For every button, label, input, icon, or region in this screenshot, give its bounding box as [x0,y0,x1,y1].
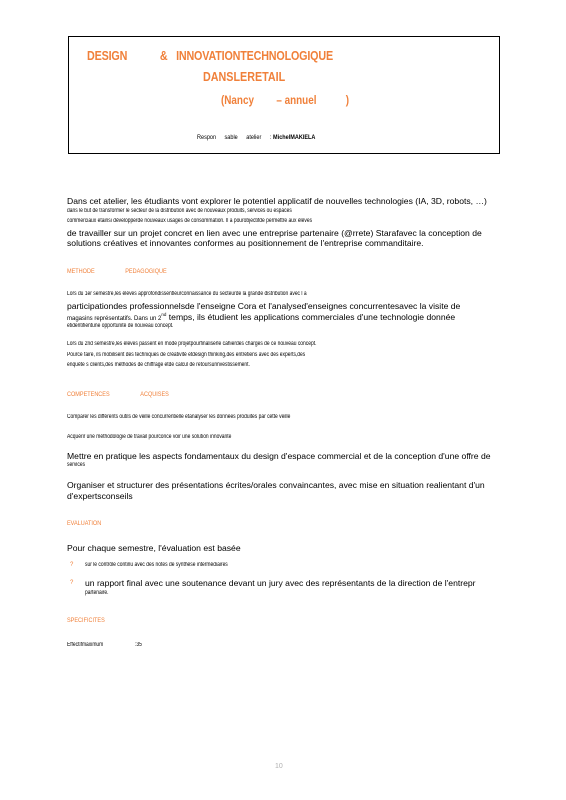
title-design: DESIGN [87,49,128,63]
page-number: 10 [275,763,283,770]
title-frequency: – annuel [276,95,317,107]
competence-4-line-1: Organiser et structurer des présentations écrites/orales convaincantes, avec mise en situation realientant d'un [67,480,485,490]
methode-p2-line-1: Lors du 2nd semestre,les élèves passent en mode projetpourfinaliserle cahierdes charges de ce nouveau concept. [67,341,317,347]
evaluation-bullet-1: sur le contrôle continu avec des notes de synthèse intermédiaires [85,562,228,568]
methode-p1-line-3c: temps, ils étudient les applications commerciales d'une technologie donnée [166,312,456,322]
intro-line-5: solutions créatives et innovantes conformes au positionnement de l'entreprise commanditaire. [67,238,424,248]
bullet-icon: ? [70,580,74,586]
competences-heading-a: COMPETENCES [67,391,110,398]
specificites-label: Effectifmaximum [67,642,104,648]
competence-4-line-2: d'expertsconseils [67,491,133,501]
evaluation-intro: Pour chaque semestre, l'évaluation est basée [67,543,241,553]
intro-line-2: dans le but de transformer le secteur de la distribution avec de nouveaux produits, services ou espaces [67,208,292,214]
title-location: (Nancy [221,95,254,107]
title-line-1 [87,49,333,63]
evaluation-heading: EVALUATION [67,520,102,527]
methode-p1-line-4: etidentifientune opportunité de nouveau concept. [67,323,174,329]
methode-p2-line-3: enquête s clients,des méthodes de chiffrage etde calcul de retoursurinvestissement. [67,362,250,368]
methode-heading-a: METHODE [67,268,95,275]
resp-word-3: atelier [246,134,262,141]
responsable-name: MichelMAKIELA [273,134,316,141]
competence-1: Comparer les différents outils de veille concurrentielle etanalyser les données produites par cette veille [67,414,291,420]
competence-2: Acquérir une méthodologie de travail pourconce voir une solution innovante [67,434,232,440]
resp-word-1: Respon [197,134,217,141]
specificites-heading: SPECIFICITES [67,617,105,624]
competence-3-line-2: services [67,462,86,468]
intro-line-4: de travailler sur un projet concret en lien avec une entreprise partenaire (@rrete) Starafavec la conception de [67,228,482,238]
methode-heading [67,268,167,275]
resp-word-2: sable [224,134,238,141]
title-line-3 [221,95,349,107]
responsable-line [197,134,315,141]
competence-3-line-1: Mettre en pratique les aspects fondamentaux du design d'espace commercial et de la conception d'une offre de [67,451,491,461]
title-line-2: DANSLERETAIL [203,70,286,84]
methode-p1-line-3a: magasins représentatifs. Dans un 2 [67,316,162,322]
methode-p1-line-1: Lors du 1er semestre,les élèves approfondissentleurconnaissance du secteurde la grande distribution avec l a [67,291,307,297]
methode-p1-line-2: participationdes professionnelsde l'enseigne Cora et l'analysed'enseignes concurrentesavec la visite de [67,301,461,311]
title-box [68,36,500,154]
resp-colon: : [269,134,272,141]
evaluation-bullet-2-line-2: partenaire. [85,590,109,596]
methode-heading-b: PEDAGOGIQUE [125,268,167,275]
competences-heading-b: ACQUISES [140,391,169,398]
title-paren: ) [345,95,350,107]
title-ampersand: & [159,49,168,63]
methode-p1-line-3 [67,312,455,322]
intro-line-1: Dans cet atelier, les étudiants vont explorer le potentiel applicatif de nouvelles technologies (IA, 3D, robots, …) [67,196,487,206]
methode-p2-line-2: Pource faire, ils mobilisent des techniques de créativité etdesign thinking,des entretiens avec des experts,des [67,352,306,358]
competences-heading [67,391,169,398]
bullet-icon: ? [70,562,74,568]
specificites-value: :35 [135,642,142,648]
title-innovation: INNOVATIONTECHNOLOGIQUE [176,49,333,63]
evaluation-bullet-2-line-1: un rapport final avec une soutenance devant un jury avec des représentants de la direction de l'entrepr [85,578,476,588]
methode-p1-sup: nd [161,312,167,318]
intro-line-3: commerciaux etainsi développerde nouveaux usages de consommation. Il a pourobjectifde permettre aux élèves [67,218,313,224]
